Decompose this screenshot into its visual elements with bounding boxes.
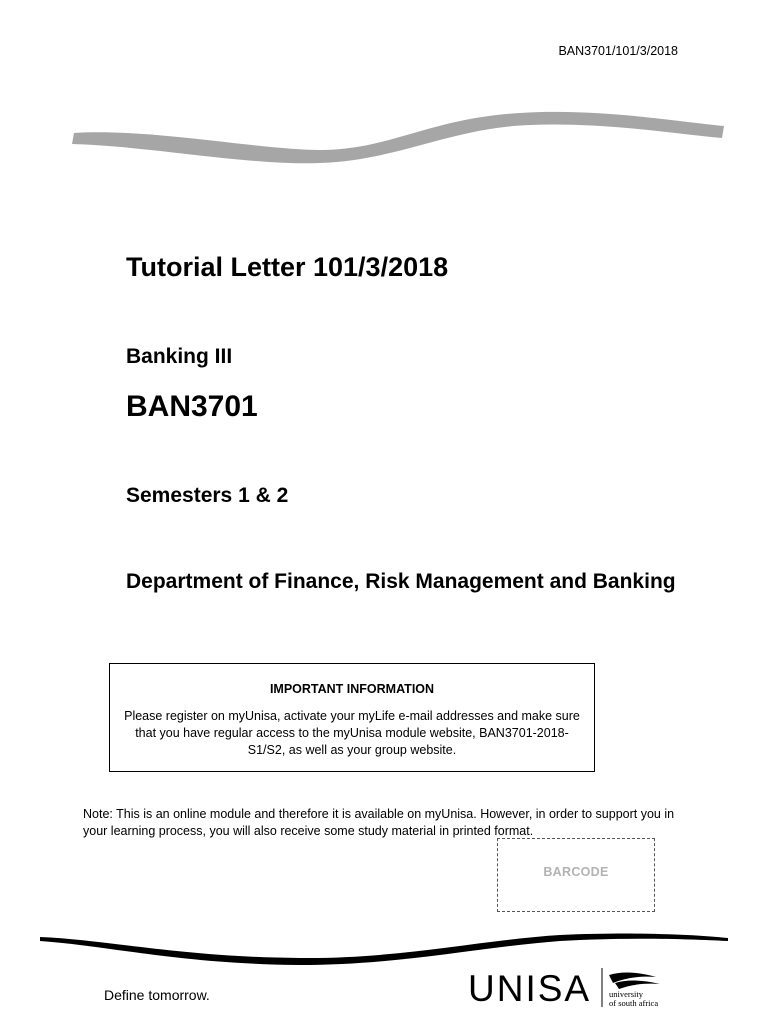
svg-text:of south africa: of south africa (609, 998, 659, 1008)
top-swoosh (72, 112, 724, 163)
important-information-box (109, 663, 595, 772)
bottom-swoosh (40, 934, 728, 965)
note-text: Note: This is an online module and therefore it is available on myUnisa. However, in order to support you in your learning process, you will also receive some study material in printed format. (83, 807, 675, 838)
barcode-placeholder (497, 838, 655, 912)
unisa-logo (468, 963, 678, 1018)
tagline: Define tomorrow. (104, 987, 210, 1003)
semesters: Semesters 1 & 2 (126, 484, 289, 507)
document-title: Tutorial Letter 101/3/2018 (126, 252, 449, 282)
barcode-label: BARCODE (543, 865, 609, 879)
svg-text:university: university (609, 989, 643, 999)
module-name: Banking III (126, 345, 233, 368)
module-code: BAN3701 (126, 390, 258, 423)
svg-text:UNISA: UNISA (468, 968, 592, 1009)
unisa-logo-graphic (468, 963, 678, 1013)
important-information-heading: IMPORTANT INFORMATION (269, 682, 435, 696)
reference-code: BAN3701/101/3/2018 (558, 44, 678, 58)
important-information-body: Please register on myUnisa, activate your myLife e-mail addresses and make sure that you have regular access to the myUnisa module website, BAN3701-2018-S1/S2, as well as your group website. (124, 709, 580, 757)
department-name: Department of Finance, Risk Management and Banking (126, 570, 676, 593)
